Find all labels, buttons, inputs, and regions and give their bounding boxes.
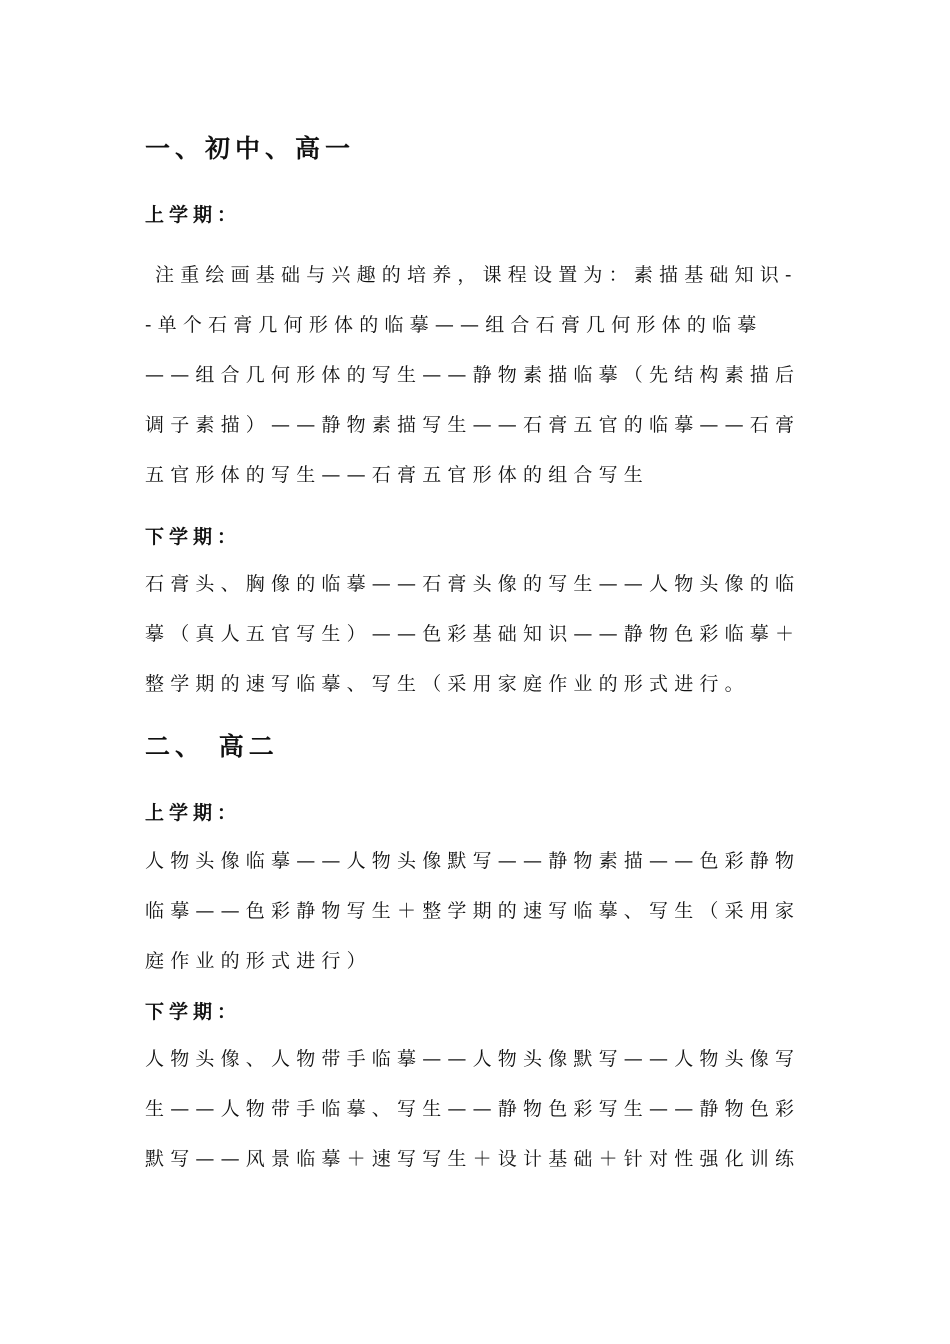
semester-text-2-upper: 人物头像临摹——人物头像默写——静物素描——色彩静物临摹——色彩静物写生＋整学期的速写临摹、写生（采用家庭作业的形式进行）: [145, 850, 801, 972]
semester-text-2-lower: 人物头像、人物带手临摹——人物头像默写——人物头像写生——人物带手临摹、写生——静物色彩写生——静物色彩默写——风景临摹＋速写写生＋设计基础＋针对性强化训练: [145, 1048, 801, 1170]
semester-label-1-lower: 下学期：: [145, 526, 242, 548]
semester-label-1-upper: 上学期：: [145, 204, 242, 226]
section-heading-2: 二、 高二: [145, 732, 279, 761]
semester-text-1-lower: 石膏头、胸像的临摹——石膏头像的写生——人物头像的临摹（真人五官写生）——色彩基础知识——静物色彩临摹＋整学期的速写临摹、写生（采用家庭作业的形式进行。: [145, 573, 801, 695]
semester-text-1-upper: 注重绘画基础与兴趣的培养，课程设置为：素描基础知识--单个石膏几何形体的临摹——组合石膏几何形体的临摹——组合几何形体的写生——静物素描临摹（先结构素描后调子素描）——静物素描写生——石膏五官的临摹——石膏五官形体的写生——石膏五官形体的组合写生: [145, 264, 801, 486]
semester-label-2-lower: 下学期：: [145, 1001, 242, 1023]
section-heading-1: 一、初中、高一: [145, 134, 356, 163]
semester-label-2-upper: 上学期：: [145, 802, 242, 824]
